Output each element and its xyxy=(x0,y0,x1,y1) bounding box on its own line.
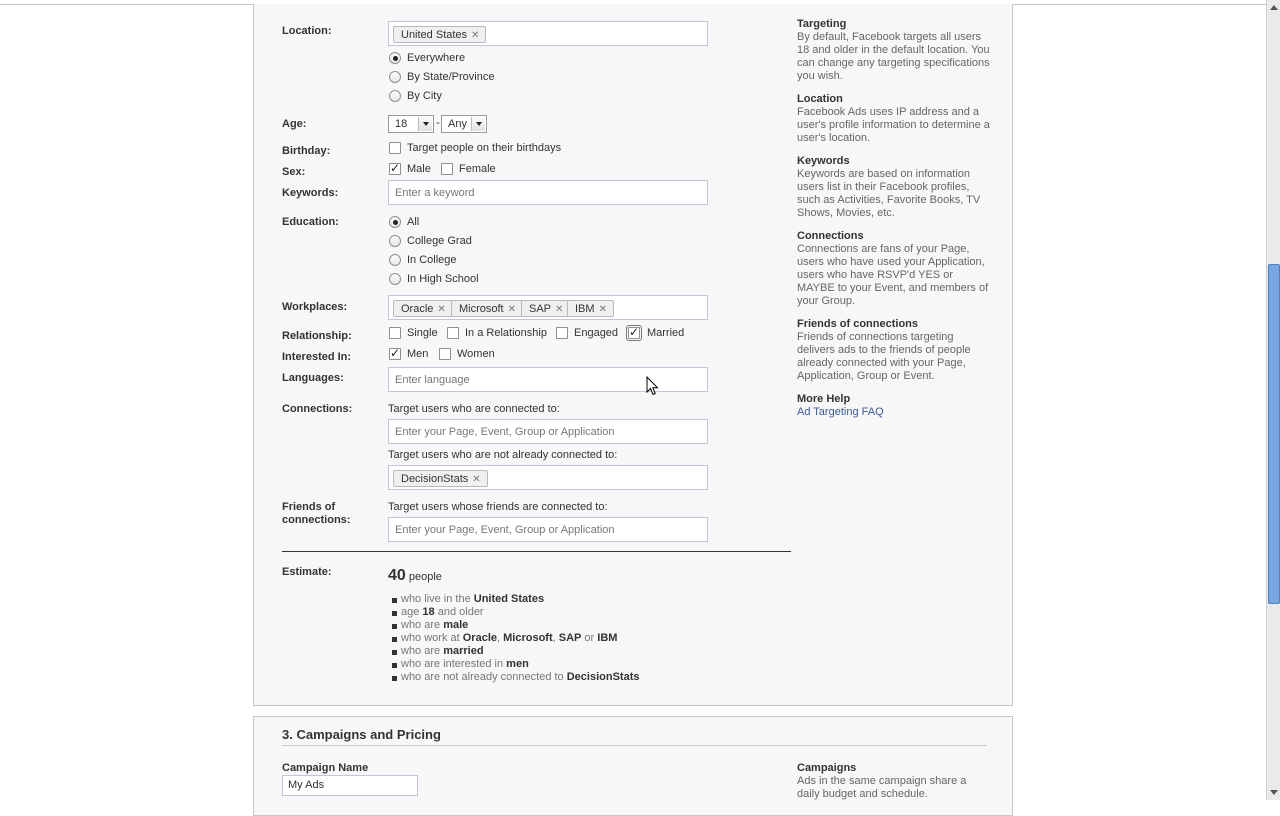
chevron-down-icon xyxy=(418,117,432,131)
estimate-item-prefix: who are xyxy=(401,645,444,657)
ad-targeting-faq-link[interactable]: Ad Targeting FAQ xyxy=(797,406,884,418)
estimate-item-prefix: who are not already connected to xyxy=(401,671,567,683)
estimate-item xyxy=(401,619,468,631)
remove-token-icon[interactable]: ✕ xyxy=(472,474,481,485)
location-city-label: By City xyxy=(407,90,442,102)
estimate-label: Estimate: xyxy=(282,566,332,578)
sex-male-label: Male xyxy=(407,163,431,175)
education-label: Education: xyxy=(282,216,339,228)
connections-label: Connections: xyxy=(282,403,353,415)
location-state-radio[interactable] xyxy=(389,71,401,83)
bullet-icon xyxy=(392,676,397,681)
location-input[interactable] xyxy=(388,21,708,46)
remove-token-icon[interactable]: ✕ xyxy=(507,304,517,315)
help-location-title: Location xyxy=(797,93,843,105)
relationship-label: Relationship: xyxy=(282,330,352,342)
age-min-select[interactable]: 18 xyxy=(388,115,434,133)
bullet-icon xyxy=(392,598,397,603)
remove-token-icon[interactable]: ✕ xyxy=(437,304,446,315)
location-city-radio[interactable] xyxy=(389,90,401,102)
estimate-item-prefix: who are interested in xyxy=(401,658,507,670)
not-connected-text: Target users who are not already connected to: xyxy=(388,449,618,461)
sex-female-checkbox[interactable] xyxy=(441,163,453,175)
education-all-label: All xyxy=(407,216,420,228)
education-in-college-radio[interactable] xyxy=(389,254,401,266)
sex-label: Sex: xyxy=(282,166,306,178)
education-high-school-radio[interactable] xyxy=(389,273,401,285)
languages-label: Languages: xyxy=(282,372,344,384)
sex-male-checkbox[interactable] xyxy=(389,163,401,175)
workplaces-label: Workplaces: xyxy=(282,301,348,313)
vertical-scrollbar[interactable] xyxy=(1266,0,1280,800)
relationship-engaged-label: Engaged xyxy=(574,327,619,339)
estimate-item-value: DecisionStats xyxy=(566,671,640,683)
campaigns-section-title: 3. Campaigns and Pricing xyxy=(282,727,441,742)
bullet-icon xyxy=(392,637,397,642)
keywords-placeholder: Enter a keyword xyxy=(395,187,475,199)
estimate-item-value: United States xyxy=(473,593,545,605)
education-college-grad-radio[interactable] xyxy=(389,235,401,247)
remove-token-icon[interactable]: ✕ xyxy=(555,304,564,315)
bullet-icon xyxy=(392,650,397,655)
help-campaigns-text: Ads in the same campaign share a daily budget and schedule. xyxy=(797,775,967,800)
estimate-item-value: male xyxy=(443,619,469,631)
workplace-token: Microsoft ✕ xyxy=(451,300,523,317)
estimate-item-suffix: and older xyxy=(434,606,484,618)
location-label: Location: xyxy=(282,25,332,37)
scroll-up-icon[interactable] xyxy=(1270,5,1278,10)
help-targeting-title: Targeting xyxy=(797,18,847,30)
bullet-icon xyxy=(392,624,397,629)
workplace-token: IBM ✕ xyxy=(567,300,614,317)
estimate-item-prefix: age xyxy=(401,606,423,618)
estimate-item-value: men xyxy=(506,658,529,670)
estimate-item-separator: , xyxy=(497,632,504,644)
scroll-down-icon[interactable] xyxy=(1270,790,1278,795)
keywords-input[interactable] xyxy=(388,180,708,205)
interested-men-checkbox[interactable] xyxy=(389,348,401,360)
not-connected-token: DecisionStats ✕ xyxy=(393,470,488,487)
remove-token-icon[interactable]: ✕ xyxy=(471,30,480,41)
estimate-item-separator: , xyxy=(552,632,559,644)
relationship-single-checkbox[interactable] xyxy=(389,327,401,339)
estimate-item xyxy=(401,606,484,618)
help-campaigns-title: Campaigns xyxy=(797,762,857,774)
workplaces-input[interactable] xyxy=(388,295,708,320)
keywords-label: Keywords: xyxy=(282,187,339,199)
connected-to-input[interactable] xyxy=(388,419,708,444)
friends-label-line1: Friends of xyxy=(282,501,336,513)
bullet-icon xyxy=(392,611,397,616)
help-keywords-text: Keywords are based on information users list in their Facebook profiles, such as Activities, Favorite Books, TV Shows, Movies, etc. xyxy=(797,168,981,219)
friends-connected-text: Target users whose friends are connected to: xyxy=(388,501,608,513)
languages-input[interactable] xyxy=(388,367,708,392)
help-location-text: Facebook Ads uses IP address and a user's profile information to determine a user's location. xyxy=(797,106,990,144)
age-label: Age: xyxy=(282,118,307,130)
campaign-name-label: Campaign Name xyxy=(282,762,369,774)
campaign-name-input[interactable]: My Ads xyxy=(282,775,418,796)
not-connected-input[interactable] xyxy=(388,465,708,490)
estimate-item xyxy=(401,632,617,644)
estimate-item-value: Microsoft xyxy=(503,632,553,644)
estimate-total xyxy=(388,567,442,585)
interested-women-checkbox[interactable] xyxy=(439,348,451,360)
estimate-item-value: SAP xyxy=(558,632,582,644)
birthday-option-label: Target people on their birthdays xyxy=(407,142,562,154)
location-state-label: By State/Province xyxy=(407,71,495,83)
estimate-item-separator: or xyxy=(581,632,598,644)
education-college-grad-label: College Grad xyxy=(407,235,472,247)
friends-label-line2: connections: xyxy=(282,514,351,526)
education-all-radio[interactable] xyxy=(389,216,401,228)
relationship-single-label: Single xyxy=(407,327,438,339)
education-in-college-label: In College xyxy=(407,254,457,266)
scrollbar-thumb[interactable] xyxy=(1268,264,1280,604)
estimate-item-prefix: who work at xyxy=(401,632,463,644)
connected-to-placeholder: Enter your Page, Event, Group or Application xyxy=(395,426,615,438)
mouse-cursor-icon xyxy=(646,376,660,397)
estimate-unit: people xyxy=(408,571,442,583)
age-separator: - xyxy=(436,117,440,129)
workplace-token: Oracle ✕ xyxy=(393,300,453,317)
languages-placeholder: Enter language xyxy=(395,374,470,386)
estimate-item-value: 18 xyxy=(422,606,435,618)
friends-connected-input[interactable] xyxy=(388,517,708,542)
estimate-item-value: Oracle xyxy=(462,632,497,644)
birthday-checkbox[interactable] xyxy=(389,142,401,154)
location-everywhere-label: Everywhere xyxy=(407,52,466,64)
help-friends-title: Friends of connections xyxy=(797,318,919,330)
interested-label: Interested In: xyxy=(282,351,352,363)
relationship-married-label: Married xyxy=(647,327,685,339)
help-friends-text: Friends of connections targeting delivers ads to the friends of people already connected with your Page, Application, Group or Event. xyxy=(797,331,971,382)
estimate-item xyxy=(401,645,484,657)
estimate-divider xyxy=(282,551,791,552)
estimate-item-prefix: who are xyxy=(401,619,444,631)
interested-women-label: Women xyxy=(457,348,495,360)
workplace-token: SAP ✕ xyxy=(521,300,570,317)
relationship-engaged-checkbox[interactable] xyxy=(556,327,568,339)
estimate-item xyxy=(401,658,529,670)
location-token: United States ✕ xyxy=(393,26,486,43)
remove-token-icon[interactable]: ✕ xyxy=(598,304,607,315)
help-connections-title: Connections xyxy=(797,230,864,242)
help-targeting-text: By default, Facebook targets all users 18 and older in the default location. You can change any targeting specifications you wish. xyxy=(797,31,990,82)
bullet-icon xyxy=(392,663,397,668)
interested-men-label: Men xyxy=(407,348,429,360)
education-high-school-label: In High School xyxy=(407,273,479,285)
birthday-label: Birthday: xyxy=(282,145,331,157)
relationship-in-relationship-checkbox[interactable] xyxy=(447,327,459,339)
estimate-item xyxy=(401,593,544,605)
help-keywords-title: Keywords xyxy=(797,155,850,167)
age-max-select[interactable]: Any xyxy=(441,115,487,133)
estimate-item-value: married xyxy=(443,645,484,657)
location-everywhere-radio[interactable] xyxy=(389,52,401,64)
estimate-item-prefix: who live in the xyxy=(401,593,474,605)
sex-female-label: Female xyxy=(459,163,496,175)
chevron-down-icon xyxy=(471,117,485,131)
friends-connected-placeholder: Enter your Page, Event, Group or Application xyxy=(395,524,615,536)
estimate-item-value: IBM xyxy=(597,632,618,644)
relationship-married-checkbox[interactable] xyxy=(628,327,640,339)
help-more-title: More Help xyxy=(797,393,851,405)
connected-to-text: Target users who are connected to: xyxy=(388,403,560,415)
estimate-count: 40 xyxy=(388,567,406,584)
help-connections-text: Connections are fans of your Page, users who have used your Application, users who have RSVP'd YES or MAYBE to your Event, and members of your Group. xyxy=(797,243,989,307)
campaigns-divider xyxy=(282,745,987,746)
relationship-in-relationship-label: In a Relationship xyxy=(465,327,547,339)
estimate-item xyxy=(401,671,639,683)
